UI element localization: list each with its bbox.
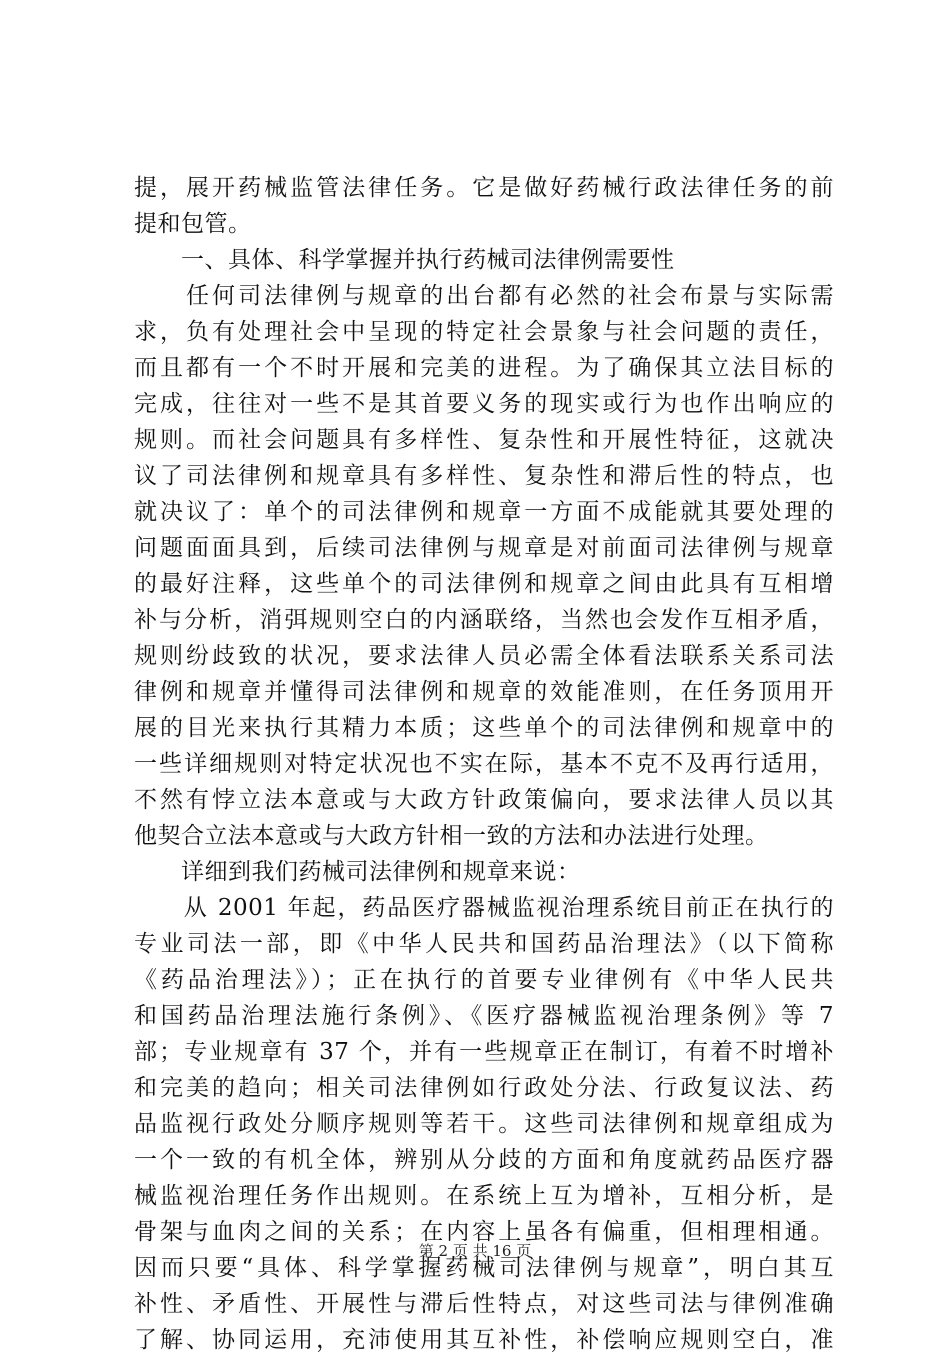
text-line: 因而只要“具体、科学掌握药械司法律例与规章”，明白其互	[134, 1255, 834, 1281]
text-line: 任何司法律例与规章的出台都有必然的社会布景与实际需	[134, 283, 834, 309]
text-line: 律例和规章并懂得司法律例和规章的效能准则，在任务顶用开	[134, 679, 834, 705]
text-line: 议了司法律例和规章具有多样性、复杂性和滞后性的特点，也	[134, 463, 834, 489]
text-line: 一个一致的有机全体，辨别从分歧的方面和角度就药品医疗器	[134, 1147, 834, 1173]
text-line: 完成，往往对一些不是其首要义务的现实或行为也作出响应的	[134, 391, 834, 417]
text-line: 提和包管。	[134, 211, 252, 237]
text-line: 规则。而社会问题具有多样性、复杂性和开展性特征，这就决	[134, 427, 834, 453]
text-line: 的最好注释，这些单个的司法律例和规章之间由此具有互相增	[134, 571, 834, 597]
text-line: 一、具体、科学掌握并执行药械司法律例需要性	[134, 247, 675, 273]
text-line: 《药品治理法》）；正在执行的首要专业律例有《中华人民共	[134, 967, 834, 993]
text-line: 品监视行政处分顺序规则等若干。这些司法律例和规章组成为	[134, 1111, 834, 1137]
text-line: 械监视治理任务作出规则。在系统上互为增补，互相分析，是	[134, 1183, 834, 1209]
text-line: 部；专业规章有 37 个，并有一些规章正在制订，有着不时增补	[134, 1039, 834, 1065]
text-line: 不然有悖立法本意或与大政方针政策偏向，要求法律人员以其	[134, 787, 834, 813]
text-line: 求，负有处理社会中呈现的特定社会景象与社会问题的责任，	[134, 319, 834, 345]
text-line: 展的目光来执行其精力本质；这些单个的司法律例和规章中的	[134, 715, 834, 741]
text-line: 和国药品治理法施行条例》、《医疗器械监视治理条例》等 7	[134, 1003, 834, 1029]
text-line: 从 2001 年起，药品医疗器械监视治理系统目前正在执行的	[134, 895, 834, 921]
text-line: 了解、协同运用，充沛使用其互补性，补偿响应规则空白，准	[134, 1327, 834, 1353]
text-line: 详细到我们药械司法律例和规章来说：	[134, 859, 581, 885]
text-line: 骨架与血肉之间的关系；在内容上虽各有偏重，但相理相通。	[134, 1219, 834, 1245]
text-line: 就决议了：单个的司法律例和规章一方面不成能就其要处理的	[134, 499, 834, 525]
text-line: 专业司法一部，即《中华人民共和国药品治理法》（以下简称	[134, 931, 834, 957]
text-line: 和完美的趋向；相关司法律例如行政处分法、行政复议法、药	[134, 1075, 834, 1101]
text-line: 他契合立法本意或与大政方针相一致的方法和办法进行处理。	[134, 823, 769, 849]
text-line: 补与分析，消弭规则空白的内涵联络，当然也会发作互相矛盾，	[134, 607, 834, 633]
text-line: 问题面面具到，后续司法律例与规章是对前面司法律例与规章	[134, 535, 834, 561]
text-line: 规则纷歧致的状况，要求法律人员必需全体看法联系关系司法	[134, 643, 834, 669]
text-line: 提，展开药械监管法律任务。它是做好药械行政法律任务的前	[134, 175, 834, 201]
text-line: 而且都有一个不时开展和完美的进程。为了确保其立法目标的	[134, 355, 834, 381]
text-line: 一些详细规则对特定状况也不实在际，基本不克不及再行适用，	[134, 751, 834, 777]
document-body	[134, 170, 834, 1358]
page-footer: 第 2 页 共 16 页	[418, 1242, 532, 1260]
text-line: 补性、矛盾性、开展性与滞后性特点，对这些司法与律例准确	[134, 1291, 834, 1317]
